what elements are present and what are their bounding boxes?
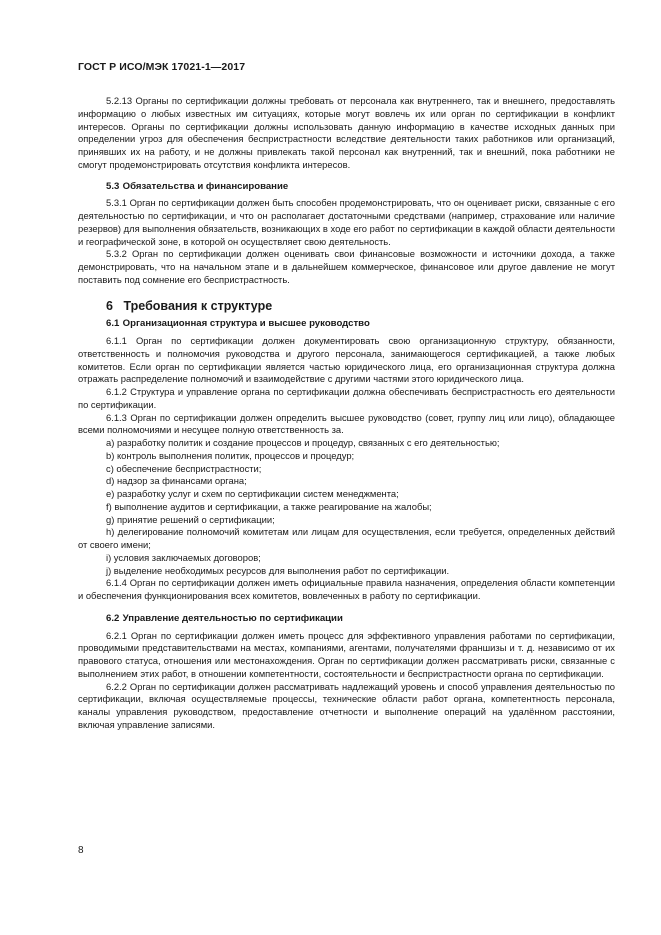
section-heading-5-3 <box>106 181 615 194</box>
paragraph-6-1-3: 6.1.3 Орган по сертификации должен определить высшее руководство (совет, группу лиц или лицо), обладающее всеми полномочиями и несущее полную ответственность за. <box>78 411 615 436</box>
document-body <box>78 95 615 732</box>
section-title: Организационная структура и высшее руководство <box>122 318 370 330</box>
list-item: e) разработку услуг и схем по сертификации систем менеджмента; <box>106 488 399 499</box>
chapter-title: Требования к структуре <box>123 298 273 313</box>
paragraph-6-2-2: 6.2.2 Орган по сертификации должен рассматривать надлежащий уровень и способ управления деятельностью по сертификации, включая осуществляемые процессы, технические области работ органа, компетентность персонала, каналы управления руководством, предоставление отчетности и выполнение операций на удалённом расстоянии, включая управление записями. <box>78 680 615 730</box>
page-number: 8 <box>78 845 84 856</box>
list-item: h) делегирование полномочий комитетам или лицам для осуществления, если требуется, определенных действий от своего имени; <box>78 526 615 550</box>
paragraph-6-1-2: 6.1.2 Структура и управление органа по сертификации должна обеспечивать беспристрастность его деятельности по сертификации. <box>78 386 615 410</box>
section-title: Обязательства и финансирование <box>122 180 289 192</box>
paragraph-6-2-1: 6.2.1 Орган по сертификации должен иметь процесс для эффективного управления работами по сертификации, проводимыми представительствами на местах, компаниями, агентами, получателями франшизы и т. д. независимо от их правового статуса, отношения или местонахождения. Орган по сертификации должен рассматривать риски, связанные с выполнением этих работ, в отношении компетентности, состоятельности и беспристрастности органа по сертификации. <box>78 629 615 679</box>
list-item: j) выделение необходимых ресурсов для выполнения работ по сертификации. <box>106 564 450 576</box>
section-number: 6.2 <box>106 612 120 624</box>
document-header: ГОСТ Р ИСО/МЭК 17021-1—2017 <box>78 61 246 73</box>
section-number: 6.1 <box>106 318 120 330</box>
list-item: a) разработку политик и создание процессов и процедур, связанных с его деятельностью; <box>106 437 500 448</box>
section-heading-6-1 <box>106 318 615 331</box>
list-item: i) условия заключаемых договоров; <box>106 551 261 563</box>
paragraph-6-1-4: 6.1.4 Орган по сертификации должен иметь официальные правила назначения, определения области компетенции и обеспечения функционирования всех комитетов, вовлеченных в работу по сертификации. <box>78 577 615 601</box>
chapter-number: 6 <box>106 298 113 313</box>
paragraph-5-3-2: 5.3.2 Орган по сертификации должен оценивать свои финансовые возможности и источники дохода, а также демонстрировать, что на начальном этапе и в дальнейшем коммерческое, финансовое или другое давление не могут поставить под сомнение его беспристрастность. <box>78 248 615 285</box>
paragraph-6-1-1: 6.1.1 Орган по сертификации должен документировать свою организационную структуру, обязанности, ответственность и полномочия руководства и другого персонала, занимающегося сертификацией, а также любых комитетов. Если орган по сертификации является частью юридического лица, его организационная структура должна отражать распределение полномочий и взаимодействие с другими частями этого юридического лица. <box>78 335 615 385</box>
section-title: Управление деятельностью по сертификации <box>122 612 343 624</box>
section-heading-6-2 <box>106 613 615 626</box>
paragraph-5-3-1: 5.3.1 Орган по сертификации должен быть способен продемонстрировать, что он оценивает риски, связанные с его деятельностью по сертификации, и что он располагает достаточными средствами (например, страхование или наличие резервов) для выполнения обязательств, возникающих в ходе его работ по сертификации в каждой области деятельности и географической зоне, в которой он осуществляет свою деятельность. <box>78 197 615 247</box>
section-number: 5.3 <box>106 180 120 192</box>
paragraph-5-2-13: 5.2.13 Органы по сертификации должны требовать от персонала как внутреннего, так и внешнего, предоставлять информацию о любых известных им ситуациях, которые могут вовлечь их или орган по сертификации в конфликт интересов. Органы по сертификации должны использовать данную информацию в качестве исходных данных при определении угроз для обеспечения беспристрастности вследствие деятельности таких работников или организаций, принявших их на работу, и не должны привлекать такой персонал как внутренний, так и внешний, пока работники не смогут продемонстрировать отсутствия конфликта интересов. <box>78 95 615 170</box>
list-item: g) принятие решений о сертификации; <box>106 513 275 525</box>
list-item: b) контроль выполнения политик, процессов и процедур; <box>106 449 355 461</box>
list-item: d) надзор за финансами органа; <box>106 475 247 487</box>
chapter-heading-6 <box>106 300 615 313</box>
list-item: f) выполнение аудитов и сертификации, а также реагирование на жалобы; <box>106 500 432 512</box>
list-item: c) обеспечение беспристрастности; <box>106 462 262 474</box>
